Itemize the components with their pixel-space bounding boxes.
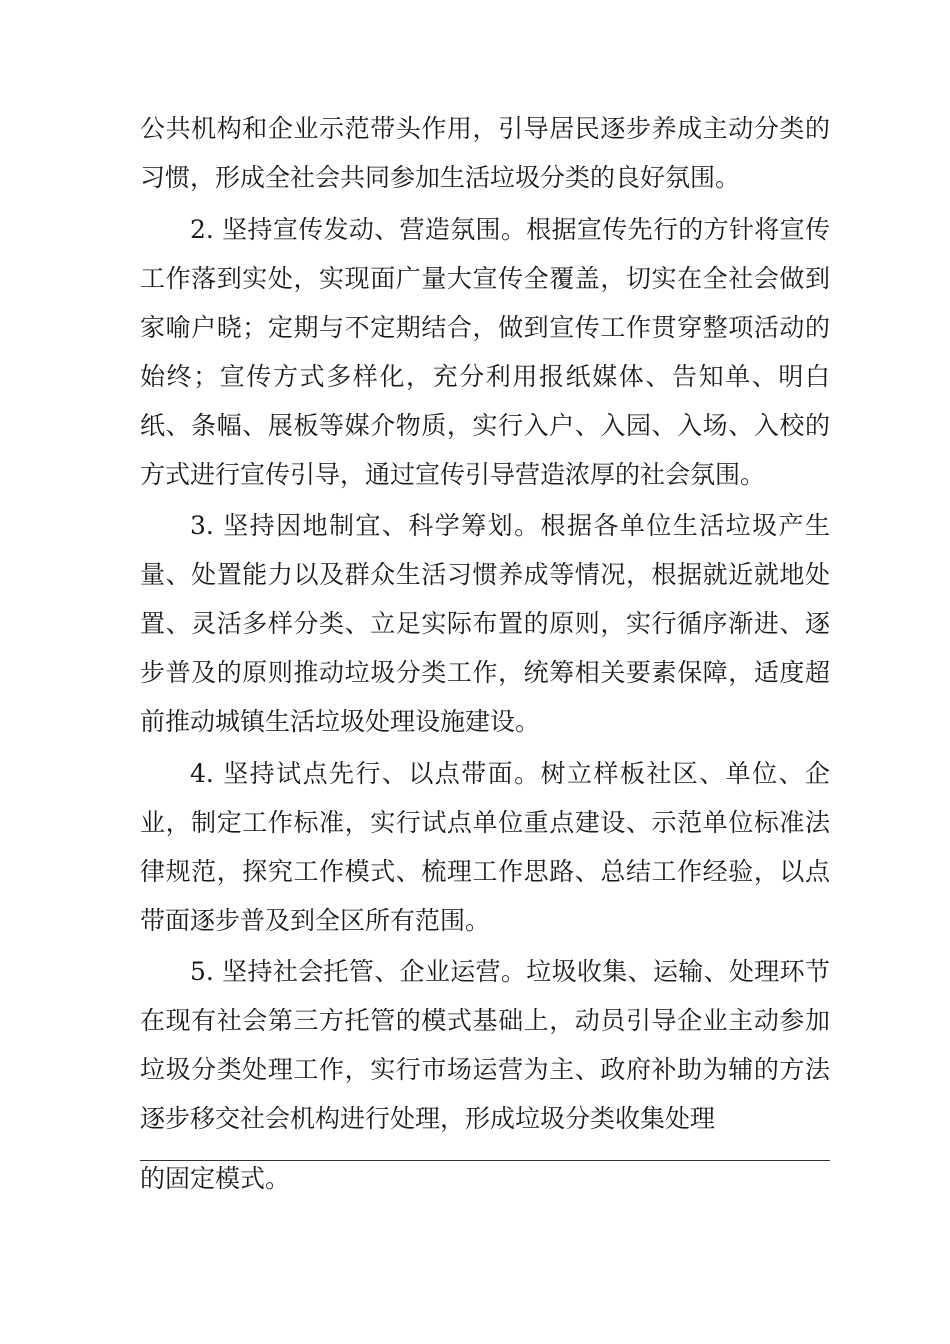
document-body (140, 104, 830, 1146)
paragraph-item-3: 3. 坚持因地制宜、科学筹划。根据各单位生活垃圾产生量、处置能力以及群众生活习惯养成等情况，根据就近就地处置、灵活多样分类、立足实际布置的原则，实行循序渐进、逐步普及的原则推动垃圾分类工作，统筹相关要素保障，适度超前推动城镇生活垃圾处理设施建设。 (140, 511, 830, 736)
paragraph-item-4: 4. 坚持试点先行、以点带面。树立样板社区、单位、企业，制定工作标准，实行试点单位重点建设、示范单位标准法律规范，探究工作模式、梳理工作思路、总结工作经验，以点带面逐步普及到全区所有范围。 (140, 758, 830, 935)
paragraph-item-5: 5. 坚持社会托管、企业运营。垃圾收集、运输、处理环节在现有社会第三方托管的模式基础上，动员引导企业主动参加垃圾分类处理工作，实行市场运营为主、政府补助为辅的方法逐步移交社会机构进行处理，形成垃圾分类收集处理 (140, 957, 830, 1133)
paragraph-item-2: 2. 坚持宣传发动、营造氛围。根据宣传先行的方针将宣传工作落到实处，实现面广量大宣传全覆盖，切实在全社会做到家喻户晓；定期与不定期结合，做到宣传工作贯穿整项活动的始终；宣传方式多样化，充分利用报纸媒体、告知单、明白纸、条幅、展板等媒介物质，实行入户、入园、入场、入校的方式进行宣传引导，通过宣传引导营造浓厚的社会氛围。 (140, 214, 830, 489)
footnote-text: 的固定模式。 (140, 1164, 291, 1193)
paragraph-continuation: 公共机构和企业示范带头作用，引导居民逐步养成主动分类的习惯，形成全社会共同参加生活垃圾分类的良好氛围。 (140, 114, 830, 192)
